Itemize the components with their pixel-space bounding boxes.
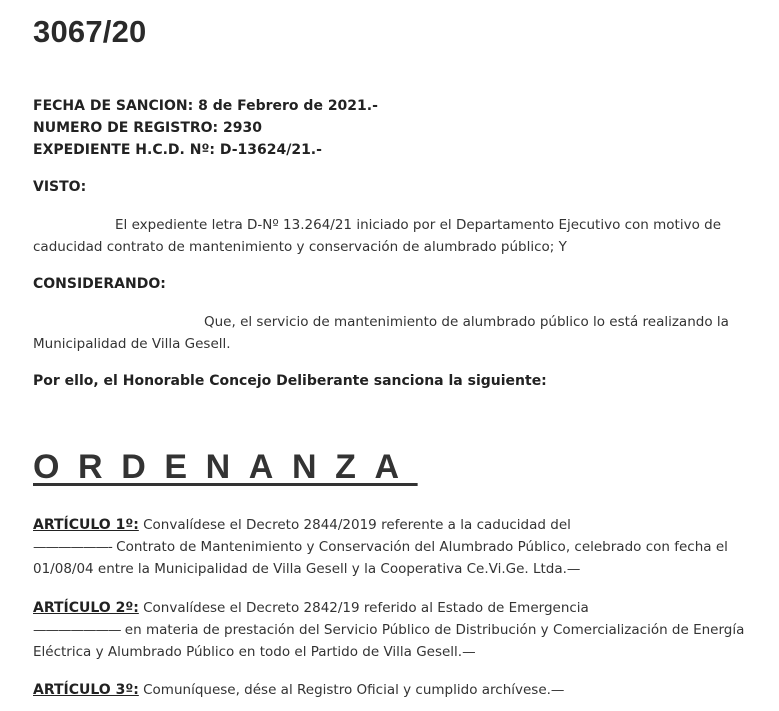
visto-heading: VISTO: <box>33 179 87 195</box>
ordinance-title: ORDENANZA <box>33 448 418 486</box>
article-2-text-1: Convalídese el Decreto 2842/19 referido al Estado de Emergencia <box>143 600 589 616</box>
visto-paragraph <box>33 214 763 258</box>
article-2-label: ARTÍCULO 2º: <box>33 600 139 616</box>
registry-number-label: NUMERO DE REGISTRO: <box>33 120 219 136</box>
article-1-dashes: ——————- <box>33 539 112 555</box>
article-3-label: ARTÍCULO 3º: <box>33 682 139 698</box>
article-1 <box>33 514 763 580</box>
article-2-line-1 <box>33 597 763 619</box>
sanction-date-value: 8 de Febrero de 2021.- <box>198 98 378 114</box>
article-1-text-3: 01/08/04 entre la Municipalidad de Villa Gesell y la Cooperativa Ce.Vi.Ge. Ltda.— <box>33 561 581 577</box>
article-1-line-1 <box>33 514 763 536</box>
article-2-dashes: ——————— <box>33 622 121 638</box>
article-3 <box>33 679 763 701</box>
registry-number <box>33 117 378 139</box>
article-2-line-2 <box>33 619 763 641</box>
article-3-line-1 <box>33 679 763 701</box>
article-1-line-2 <box>33 536 763 558</box>
registry-number-value: 2930 <box>223 120 262 136</box>
article-3-text-1: Comuníquese, dése al Registro Oficial y cumplido archívese.— <box>143 682 565 698</box>
visto-line-2: caducidad contrato de mantenimiento y conservación de alumbrado público; Y <box>33 239 567 255</box>
considerando-paragraph <box>33 311 763 355</box>
visto-line-1: El expediente letra D-Nº 13.264/21 iniciado por el Departamento Ejecutivo con motivo de <box>115 217 722 233</box>
article-1-text-1: Convalídese el Decreto 2844/2019 referente a la caducidad del <box>143 517 571 533</box>
sanction-date <box>33 95 378 117</box>
considerando-line-1: Que, el servicio de mantenimiento de alumbrado público lo está realizando la <box>204 314 729 330</box>
considerando-line-2: Municipalidad de Villa Gesell. <box>33 336 231 352</box>
file-number <box>33 139 378 161</box>
sanction-statement: Por ello, el Honorable Concejo Deliberante sanciona la siguiente: <box>33 373 547 389</box>
article-2-text-3: Eléctrica y Alumbrado Público en todo el Partido de Villa Gesell.— <box>33 644 476 660</box>
sanction-date-label: FECHA DE SANCION: <box>33 98 194 114</box>
ordinance-number: 3067/20 <box>33 14 147 49</box>
file-number-value: D-13624/21.- <box>219 142 322 158</box>
article-1-text-2: Contrato de Mantenimiento y Conservación del Alumbrado Público, celebrado con fecha el <box>116 539 728 555</box>
considerando-heading: CONSIDERANDO: <box>33 276 166 292</box>
article-2-text-2: en materia de prestación del Servicio Público de Distribución y Comercialización de Energía <box>124 622 745 638</box>
file-number-label: EXPEDIENTE H.C.D. Nº: <box>33 142 215 158</box>
article-1-label: ARTÍCULO 1º: <box>33 517 139 533</box>
article-2 <box>33 597 763 663</box>
ordinance-metadata <box>33 95 378 161</box>
